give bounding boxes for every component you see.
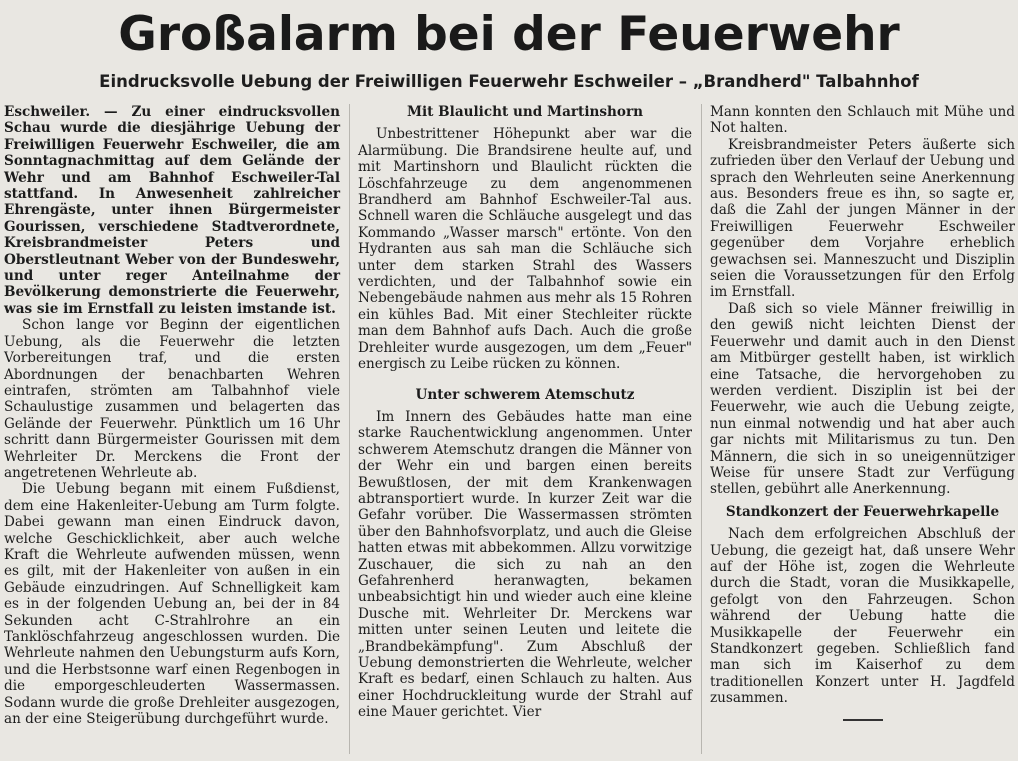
- column-1: [4, 104, 340, 727]
- paragraph: Unbestrittener Höhepunkt aber war die Alarmübung. Die Brandsirene heulte auf, und mit Martinshorn und Blaulicht rückten die Löschfahrzeuge zu dem angenommenen Brandherd am Bahnhof Eschweiler-Tal aus. Schnell waren die Schläuche ausgelegt und das Kommando „Wasser marsch" ertönte. Von den Hydranten aus sah man die Schläuche sich unter dem starken Strahl des Wassers verdichten, und der Talbahnhof sowie ein Nebengebäude nahmen aus mehr als 15 Rohren ein kühles Bad. Mit einer Stechleiter rückte man dem Bahnhof aufs Dach. Auch die große Drehleiter wurde ausgezogen, um dem „Feuer" energisch zu Leibe rücken zu können.: [358, 126, 692, 373]
- paragraph: Kreisbrandmeister Peters äußerte sich zufrieden über den Verlauf der Uebung und sprach den Wehrleuten seine Anerkennung aus. Besonders freue es ihn, so sagte er, daß die Zahl der jungen Männer in der Freiwilligen Feuerwehr Eschweiler gegenüber dem Vorjahre erheblich gewachsen sei. Manneszucht und Disziplin seien die Voraussetzungen für den Erfolg im Ernstfall.: [710, 136, 1015, 301]
- paragraph: Schon lange vor Beginn der eigentlichen Uebung, als die Feuerwehr die letzten Vorbereitungen traf, und die ersten Abordnungen der benachbarten Wehren eintrafen, strömten am Talbahnhof viele Schaulustige zusammen und belagerten das Gelände der Feuerwehr. Pünktlich um 16 Uhr schritt dann Bürgermeister Gourissen mit dem Wehrleiter Dr. Merckens die Front der angetretenen Wehrleute ab.: [4, 317, 340, 481]
- paragraph: Daß sich so viele Männer freiwillig in den gewiß nicht leichten Dienst der Feuerwehr und damit auch in den Dienst am Mitbürger gestellt haben, ist wirklich eine Tatsache, die hervorgehoben zu werden verdient. Disziplin ist bei der Feuerwehr, wie auch die Uebung zeigte, nun einmal notwendig und hat aber auch gar nichts mit Militarismus zu tun. Den Männern, die sich in so uneigennütziger Weise für unsere Stadt zur Verfügung stellen, gebührt alle Anerkennung.: [710, 300, 1015, 498]
- paragraph: Nach dem erfolgreichen Abschluß der Uebung, die gezeigt hat, daß unsere Wehr auf der Höhe ist, zogen die Wehrleute durch die Stadt, voran die Musikkapelle, gefolgt von den Fahrzeugen. Schon während der Uebung hatte die Musikkapelle der Feuerwehr ein Standkonzert gegeben. Schließlich fand man sich im Kaiserhof zu dem traditionellen Konzert unter H. Jagdfeld zusammen.: [710, 526, 1015, 707]
- column-2: [358, 104, 692, 721]
- column-divider: [701, 104, 702, 754]
- column-3: [710, 104, 1015, 721]
- paragraph: Die Uebung begann mit einem Fußdienst, dem eine Hakenleiter-Uebung am Turm folgte. Dabei gewann man einen Eindruck davon, welche Geschicklichkeit, aber auch welche Kraft die Wehrleute aufwenden müssen, wenn es gilt, mit der Hakenleiter von außen in ein Gebäude einzudringen. Auf Schnelligkeit kam es in der folgenden Uebung an, bei der in 84 Sekunden acht C-Strahlrohre an ein Tanklöschfahrzeug angeschlossen wurden. Die Wehrleute nahmen den Uebungsturm aufs Korn, und die Herbstsonne warf einen Regenbogen in die emporgeschleuderten Wassermassen. Sodann wurde die große Drehleiter ausgezogen, an der eine Steigerübung durchgeführt wurde.: [4, 481, 340, 728]
- article-headline: Großalarm bei der Feuerwehr: [118, 7, 900, 62]
- section-heading: Unter schwerem Atemschutz: [415, 386, 635, 403]
- article-subheadline: Eindrucksvolle Uebung der Freiwilligen Feuerwehr Eschweiler – „Brandherd" Talbahnhof: [99, 72, 919, 91]
- lead-paragraph: Eschweiler. — Zu einer eindrucksvollen Schau wurde die diesjährige Uebung der Freiwilligen Feuerwehr Eschweiler, die am Sonntagnachmittag auf dem Gelände der Wehr und am Bahnhof Eschweiler-Tal stattfand. In Anwesenheit zahlreicher Ehrengäste, unter ihnen Bürgermeister Gourissen, verschiedene Stadtverordnete, Kreisbrandmeister Peters und Oberstleutnant Weber von der Bundeswehr, und unter reger Anteilnahme der Bevölkerung demonstrierte die Feuerwehr, was sie im Ernstfall zu leisten imstande ist.: [4, 104, 340, 317]
- section-heading: Standkonzert der Feuerwehrkapelle: [725, 503, 1000, 520]
- paragraph: Im Innern des Gebäudes hatte man eine starke Rauchentwicklung angenommen. Unter schwerem Atemschutz drangen die Männer von der Wehr ein und bargen einen bereits Bewußtlosen, der mit dem Krankenwagen abtransportiert wurde. In kurzer Zeit war die Gefahr vorüber. Die Wassermassen strömten über den Bahnhofsvorplatz, und auch die Gleise hatten etwas mit abbekommen. Allzu vorwitzige Zuschauer, die sich zu nah an den Gefahrenherd heranwagten, bekamen unbeabsichtigt hin und wieder auch eine kleine Dusche mit. Wehrleiter Dr. Merckens war mitten unter seinen Leuten und leitete die „Brandbekämpfung". Zum Abschluß der Uebung demonstrierten die Wehrleute, welcher Kraft es bedarf, einen Schlauch zu halten. Aus einer Hochdruckleitung wurde der Strahl auf eine Mauer gerichtet. Vier: [358, 408, 692, 721]
- paragraph: Mann konnten den Schlauch mit Mühe und Not halten.: [710, 104, 1015, 137]
- section-heading: Mit Blaulicht und Martinshorn: [406, 104, 644, 120]
- column-divider: [349, 104, 350, 754]
- end-rule: [843, 719, 883, 721]
